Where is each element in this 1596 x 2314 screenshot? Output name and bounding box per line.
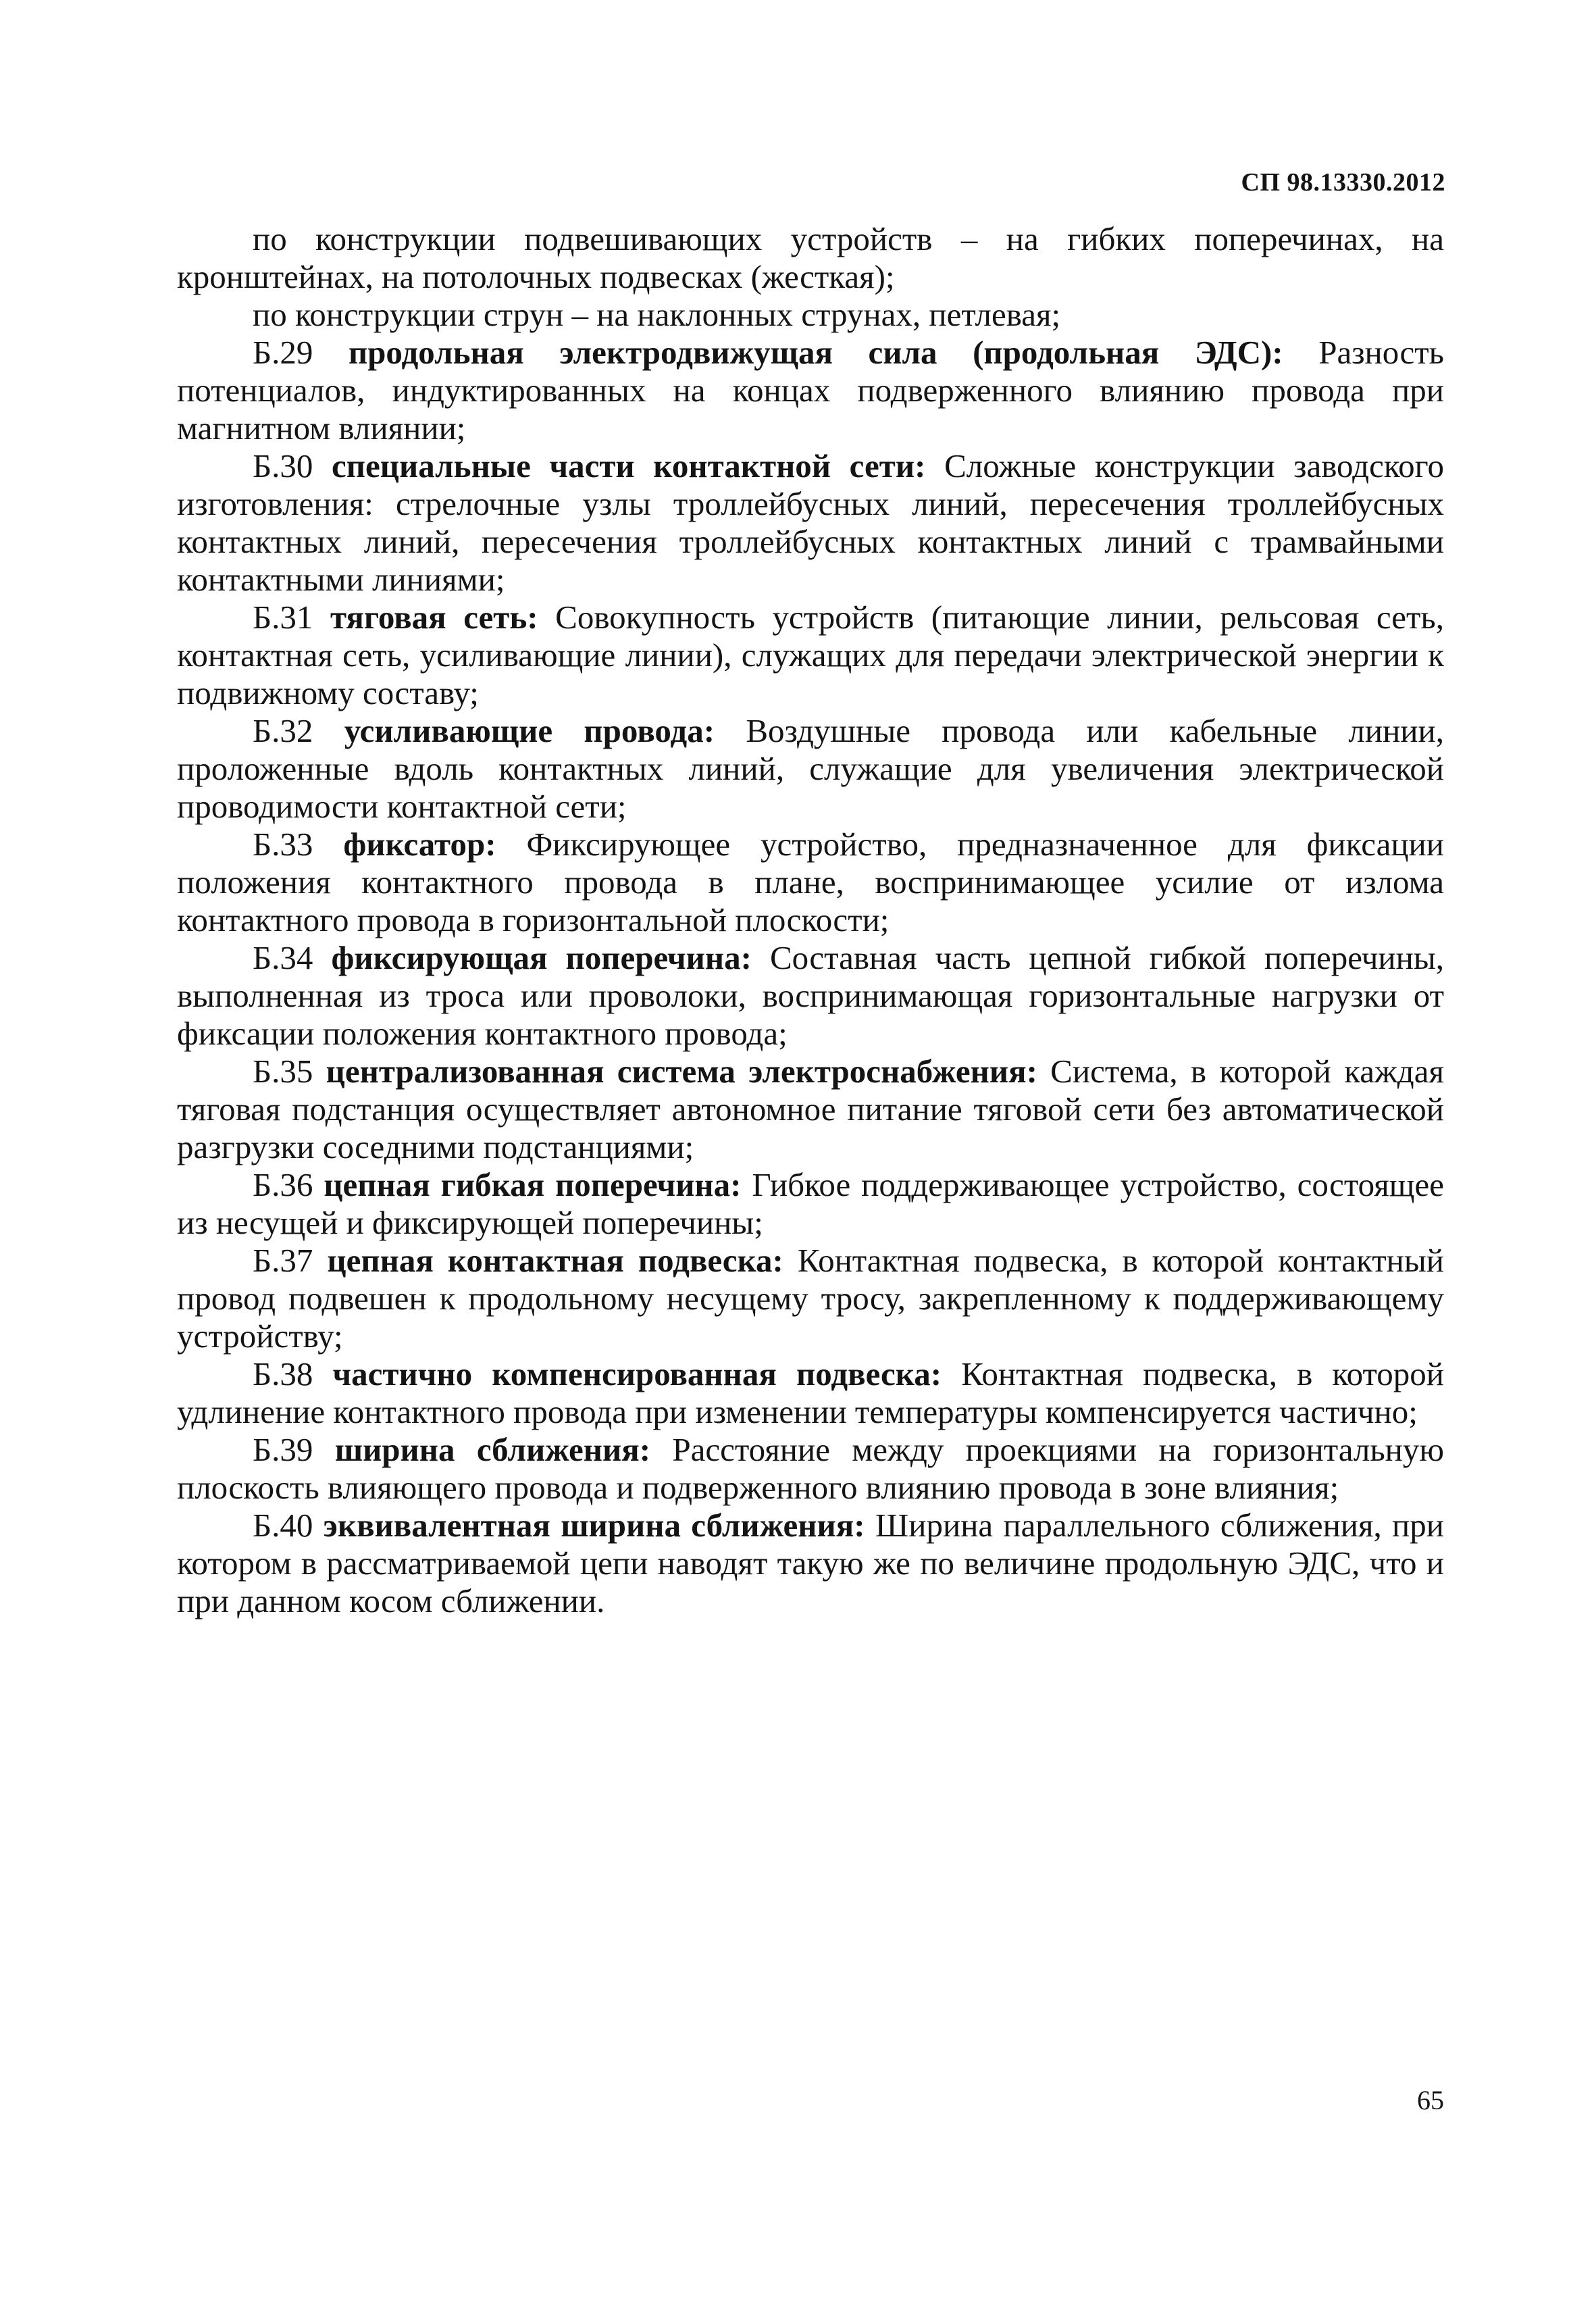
clause-number: Б.33 [253, 826, 313, 863]
clause-number: Б.29 [253, 334, 313, 371]
definition-b31 [177, 599, 1444, 712]
definition-b30 [177, 447, 1444, 599]
definition-text: Фиксирующее устройство, предназначенное для фиксации положения контактного провода в плане, воспринимающее усилие от излома контактного провода в горизонтальной плоскости; [177, 826, 1445, 938]
paragraph [177, 296, 1444, 334]
definition-text: Контактная подвеска, в которой контактный провод подвешен к продольному несущему тросу, закрепленному к поддерживающему устройству; [177, 1242, 1445, 1355]
definition-b32 [177, 712, 1444, 826]
definition-text: Воздушные провода или кабельные линии, проложенные вдоль контактных линий, служащие для увеличения электрической проводимости контактной сети; [177, 712, 1445, 825]
clause-number: Б.31 [253, 599, 313, 636]
definition-text: Составная часть цепной гибкой поперечины, выполненная из троса или проволоки, воспринимающая горизонтальные нагрузки от фиксации положения контактного провода; [177, 939, 1445, 1052]
definition-text: Расстояние между проекциями на горизонтальную плоскость влияющего провода и подверженного влиянию провода в зоне влияния; [177, 1431, 1445, 1506]
paragraph [177, 220, 1444, 296]
term: эквивалентная ширина сближения: [323, 1507, 865, 1544]
clause-number: Б.38 [253, 1355, 313, 1392]
definition-text: Контактная подвеска, в которой удлинение контактного провода при изменении температуры компенсируется частично; [177, 1355, 1445, 1430]
definition-b34 [177, 939, 1444, 1053]
term: тяговая сеть: [330, 599, 538, 636]
clause-number: Б.40 [253, 1507, 313, 1544]
definition-b38 [177, 1355, 1444, 1431]
term: продольная электродвижущая сила (продольная ЭДС): [348, 334, 1283, 371]
definition-b39 [177, 1431, 1444, 1507]
definition-text: Разность потенциалов, индуктированных на концах подверженного влиянию провода при магнитном влиянии; [177, 334, 1444, 447]
definition-b40 [177, 1507, 1444, 1620]
document-code: СП 98.13330.2012 [1241, 168, 1445, 197]
page-number: 65 [1417, 2085, 1444, 2115]
definition-text: по конструкции подвешивающих устройств – на гибких поперечинах, на кронштейнах, на потолочных подвесках (жесткая); [177, 220, 1444, 295]
term: централизованная система электроснабжения: [326, 1053, 1037, 1090]
clause-number: Б.36 [253, 1166, 313, 1203]
definition-b36 [177, 1166, 1444, 1242]
definition-text: по конструкции струн – на наклонных струнах, петлевая; [253, 296, 1061, 333]
clause-number: Б.30 [253, 447, 313, 484]
term: цепная контактная подвеска: [327, 1242, 783, 1279]
term: фиксирующая поперечина: [331, 939, 752, 976]
definition-text: Гибкое поддерживающее устройство, состоящее из несущей и фиксирующей поперечины; [177, 1166, 1445, 1241]
definition-text: Совокупность устройств (питающие линии, рельсовая сеть, контактная сеть, усиливающие линии), служащих для передачи электрической энергии к подвижному составу; [177, 599, 1445, 711]
clause-number: Б.34 [253, 939, 313, 976]
term: фиксатор: [343, 826, 496, 863]
definition-b33 [177, 826, 1444, 939]
definition-b37 [177, 1242, 1444, 1355]
term: специальные части контактной сети: [332, 447, 926, 484]
document-body [177, 220, 1444, 1620]
definition-text: Система, в которой каждая тяговая подстанция осуществляет автономное питание тяговой сети без автоматической разгрузки соседними подстанциями; [177, 1053, 1445, 1165]
definition-text: Сложные конструкции заводского изготовления: стрелочные узлы троллейбусных линий, пересечения троллейбусных контактных линий, пересечения троллейбусных контактных линий с трамвайными контактными линиями; [177, 447, 1445, 598]
term: цепная гибкая поперечина: [324, 1166, 742, 1203]
definition-text: Ширина параллельного сближения, при котором в рассматриваемой цепи наводят такую же по величине продольную ЭДС, что и при данном косом сближении. [177, 1507, 1445, 1619]
clause-number: Б.35 [253, 1053, 313, 1090]
term: ширина сближения: [334, 1431, 651, 1468]
definition-b35 [177, 1053, 1444, 1166]
term: усиливающие провода: [344, 712, 715, 749]
clause-number: Б.39 [253, 1431, 313, 1468]
definition-b29 [177, 334, 1444, 447]
clause-number: Б.37 [253, 1242, 313, 1279]
clause-number: Б.32 [253, 712, 313, 749]
term: частично компенсированная подвеска: [332, 1355, 942, 1392]
